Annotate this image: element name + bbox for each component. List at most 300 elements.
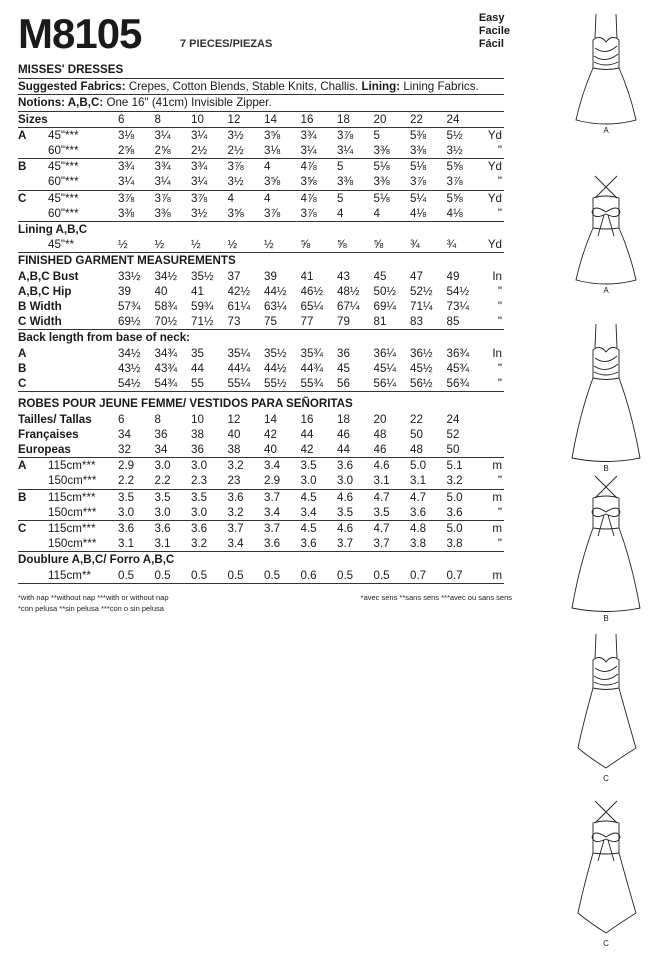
size-label: Europeas	[18, 442, 118, 458]
yardage-value: 5.0	[446, 490, 463, 504]
measurement-value: 65¼	[300, 299, 324, 313]
yardage-row	[18, 489, 504, 505]
measurement-label: C	[18, 376, 118, 392]
view-sketch	[560, 318, 652, 473]
yardage-value: 4	[337, 206, 374, 222]
unit-cell: Yd	[487, 191, 502, 205]
measurement-value: 44½	[264, 284, 287, 298]
dress-sketch-a-back	[560, 168, 652, 318]
header	[18, 10, 510, 58]
yardage-value: 3¼	[154, 128, 171, 142]
dress-sketch-b-back	[560, 468, 652, 618]
yardage-value: 5⅝	[446, 191, 463, 205]
view-label	[18, 505, 36, 521]
measurement-row	[18, 314, 504, 330]
fabrics-label: Suggested Fabrics:	[18, 79, 126, 93]
yardage-value: 3¼	[301, 143, 338, 159]
measurement-value: 46½	[300, 284, 324, 298]
measurement-value: 34¾	[154, 346, 178, 360]
size-value: 22	[410, 412, 423, 426]
yardage-value: 3¾	[118, 160, 135, 174]
dress-sketch-c-back	[560, 793, 652, 943]
lining-title-row	[18, 552, 504, 568]
yardage-value: 3.5	[154, 490, 171, 504]
fabric-width: 115cm**	[36, 568, 118, 584]
unit-cell: In	[492, 269, 502, 283]
measurement-value: 52½	[410, 284, 433, 298]
measurement-label: B	[18, 361, 27, 375]
yardage-value: ⅝	[301, 237, 338, 253]
yardage-value: ½	[118, 237, 155, 253]
yardage-row	[18, 190, 504, 206]
size-value: 16	[300, 412, 314, 426]
measurement-value: 41	[191, 284, 204, 298]
yardage-value: 4.8	[410, 522, 427, 536]
yardage-value: 3¼	[155, 174, 192, 190]
measurement-value: 57¾	[118, 299, 141, 313]
yardage-value: 3.7	[227, 522, 244, 536]
measurement-value: 45¾	[446, 361, 470, 375]
size-value: 52	[446, 427, 460, 441]
yardage-value: 2.9	[118, 459, 135, 473]
size-value: 8	[154, 412, 161, 426]
unit-cell: m	[483, 568, 504, 584]
size-value: 38	[191, 427, 204, 441]
yardage-value: 3.2	[191, 536, 228, 552]
lining-title: Doublure A,B,C/ Forro A,B,C	[18, 553, 175, 567]
yardage-value: 5⅛	[410, 160, 427, 174]
yardage-value: 3⅞	[447, 174, 484, 190]
size-value: 34	[155, 442, 192, 458]
yardage-value: 3⅛	[264, 143, 301, 159]
yardage-value: 3⅞	[410, 174, 447, 190]
difficulty-fr: Facile	[478, 25, 510, 37]
unit-cell: "	[483, 473, 504, 489]
yardage-value: 4.6	[337, 490, 354, 504]
english-yardage-table	[18, 112, 504, 393]
size-value: 6	[118, 412, 125, 426]
measurement-value: 35½	[191, 269, 214, 283]
piece-count: 7 PIECES/PIEZAS	[180, 38, 273, 50]
size-header: 8	[155, 112, 192, 128]
footnote-english: *with nap **without nap ***with or without nap	[18, 592, 169, 602]
yardage-value: 4⅞	[300, 191, 317, 205]
fabric-width: 60"***	[36, 206, 118, 222]
yardage-value: 3.0	[191, 505, 228, 521]
unit-cell	[483, 427, 504, 442]
measurement-value: 44	[191, 361, 204, 375]
measurement-value: 34½	[154, 269, 178, 283]
yardage-value: 3¼	[191, 128, 208, 142]
measurement-value: 43½	[118, 361, 141, 375]
measurement-value: 40	[154, 284, 168, 298]
footnote-french: *avec sens **sans sens ***avec ou sans sens	[360, 592, 512, 602]
measurement-value: 55¾	[301, 376, 338, 392]
size-value: 46	[374, 442, 411, 458]
yardage-value: 3.6	[191, 522, 208, 536]
measurement-label: C Width	[18, 314, 118, 330]
yardage-value: 3.0	[154, 459, 171, 473]
yardage-value: 3⅜	[118, 206, 155, 222]
unit-cell: "	[497, 361, 502, 375]
yardage-value: 3.0	[301, 473, 338, 489]
size-value: 40	[227, 427, 241, 441]
yardage-value: 2½	[191, 143, 228, 159]
difficulty-es: Fácil	[478, 38, 504, 50]
yardage-value: 3.6	[264, 536, 301, 552]
measurement-value: 37	[227, 269, 241, 283]
view-label	[18, 473, 36, 489]
view-sketch	[560, 793, 652, 948]
unit-cell: m	[492, 522, 502, 536]
yardage-value: 3½	[191, 206, 228, 222]
view-label: A	[603, 126, 609, 135]
yardage-value: 3.1	[374, 473, 411, 489]
sizes-row	[18, 112, 504, 128]
yardage-value: 3⅜	[410, 143, 447, 159]
measurement-value: 42½	[227, 284, 251, 298]
yardage-row	[18, 458, 504, 474]
size-value: 32	[118, 442, 155, 458]
yardage-value: 3.7	[264, 522, 281, 536]
yardage-value: 3.0	[191, 459, 208, 473]
yardage-value: 3.7	[264, 490, 281, 504]
yardage-value: 4.5	[300, 522, 317, 536]
view-sketches	[560, 8, 652, 980]
dress-sketch-a-front	[560, 8, 652, 158]
yardage-value: 3.5	[191, 490, 208, 504]
yardage-value: 5	[373, 128, 380, 142]
measurement-value: 69¼	[373, 299, 397, 313]
fabric-width: 150cm***	[36, 473, 118, 489]
yardage-value: 23	[228, 473, 265, 489]
measurement-value: 71¼	[410, 299, 433, 313]
yardage-row	[18, 505, 504, 521]
difficulty-rating	[479, 12, 510, 51]
yardage-value: 3.6	[337, 459, 354, 473]
yardage-value: 3.4	[301, 505, 338, 521]
size-header: 12	[228, 112, 265, 128]
measurement-value: 59¾	[191, 299, 214, 313]
yardage-row	[18, 473, 504, 489]
pattern-number: M8105	[18, 10, 142, 57]
yardage-value: 4⅛	[447, 206, 484, 222]
yardage-value: 3.7	[337, 536, 374, 552]
yardage-value: 3.4	[264, 459, 281, 473]
measurement-value: 77	[301, 314, 338, 330]
yardage-row	[18, 206, 504, 222]
fabric-width: 45"***	[48, 128, 79, 142]
size-header: 16	[301, 112, 338, 128]
yardage-value: 3.6	[154, 522, 171, 536]
measurement-value: 36¼	[373, 346, 397, 360]
measurement-label: B Width	[18, 299, 62, 313]
yardage-value: 5⅝	[446, 160, 463, 174]
yardage-value: 3¼	[337, 143, 374, 159]
yardage-value: 3⅞	[337, 128, 354, 142]
yardage-value: 3.6	[118, 522, 135, 536]
yardage-value: 5⅛	[373, 160, 390, 174]
size-value: 50	[447, 442, 484, 458]
unit-cell: "	[483, 314, 504, 330]
view-sketch	[560, 168, 652, 318]
measurement-value: 56	[337, 376, 374, 392]
yardage-value: 3⅜	[155, 206, 192, 222]
unit-cell: "	[497, 284, 502, 298]
measurement-row	[18, 284, 504, 299]
yardage-value: 3.1	[410, 473, 447, 489]
yardage-value: ⅝	[374, 237, 411, 253]
yardage-value: 5.0	[410, 459, 427, 473]
yardage-value: 3¾	[154, 160, 171, 174]
view-label	[18, 143, 36, 159]
view-label: B	[603, 464, 609, 473]
yardage-value: 3¾	[300, 128, 317, 142]
yardage-value: 4.7	[373, 490, 390, 504]
size-header: 10	[191, 112, 228, 128]
yardage-value: 0.5	[374, 568, 411, 584]
size-row	[18, 412, 504, 427]
yardage-row	[18, 143, 504, 159]
measurement-value: 61¼	[227, 299, 251, 313]
yardage-row	[18, 174, 504, 190]
measurement-value: 35¼	[227, 346, 251, 360]
measurement-value: 45	[373, 269, 387, 283]
size-value: 44	[337, 442, 374, 458]
yardage-value: 0.5	[228, 568, 265, 584]
measurement-value: 33½	[118, 269, 141, 283]
yardage-value: 3.6	[410, 505, 447, 521]
yardage-value: 3⅞	[191, 191, 208, 205]
unit-cell: "	[497, 299, 502, 313]
unit-cell: "	[483, 143, 504, 159]
unit-cell: Yd	[487, 160, 502, 174]
size-value: 40	[264, 442, 301, 458]
size-value: 42	[301, 442, 338, 458]
yardage-value: ¾	[410, 237, 447, 253]
yardage-value: 5½	[446, 128, 463, 142]
footnote-spanish: *con pelusa **sin pelusa ***con o sin pelusa	[18, 603, 164, 613]
yardage-value: 5.0	[446, 522, 463, 536]
page-title: MISSES' DRESSES	[18, 62, 504, 79]
yardage-value: 5	[337, 160, 344, 174]
yardage-row	[18, 159, 504, 175]
metric-title: ROBES POUR JEUNE FEMME/ VESTIDOS PARA SEÑORITAS	[18, 397, 353, 411]
yardage-value: 3⅞	[154, 191, 171, 205]
measurement-value: 35	[191, 346, 204, 360]
yardage-value: 4	[264, 191, 271, 205]
size-row	[18, 442, 504, 458]
measurement-value: 41	[300, 269, 314, 283]
yardage-value: 2.2	[155, 473, 192, 489]
notions	[18, 95, 504, 112]
unit-cell: "	[483, 536, 504, 552]
fabric-width: 115cm***	[48, 490, 96, 504]
measurement-value: 45¼	[373, 361, 397, 375]
measurement-value: 73	[228, 314, 265, 330]
yardage-value: 3¼	[118, 174, 155, 190]
yardage-value: 3⅞	[118, 191, 135, 205]
yardage-value: 3.1	[155, 536, 192, 552]
yardage-value: 3⅞	[227, 160, 244, 174]
size-value: 34	[118, 427, 131, 441]
view-label	[18, 568, 36, 584]
measurement-value: 44¾	[300, 361, 324, 375]
measurement-value: 43¾	[154, 361, 178, 375]
yardage-value: 3⅞	[301, 206, 338, 222]
measurement-row	[18, 269, 504, 284]
size-value: 36	[154, 427, 168, 441]
yardage-value: 3.4	[228, 536, 265, 552]
size-header: 24	[447, 112, 484, 128]
measurement-value: 54½	[446, 284, 470, 298]
measurement-value: 81	[374, 314, 411, 330]
view-label	[18, 206, 36, 222]
lining-row	[18, 568, 504, 584]
view-label: C	[18, 191, 27, 205]
yardage-value: ½	[264, 237, 301, 253]
back-length-title: Back length from base of neck:	[18, 331, 191, 345]
yardage-value: 4	[264, 160, 271, 174]
yardage-value: 4	[227, 191, 234, 205]
yardage-value: 3.5	[300, 459, 317, 473]
fabric-width: 45"***	[48, 160, 79, 174]
measurement-value: 36¾	[446, 346, 470, 360]
yardage-value: 3.6	[227, 490, 244, 504]
yardage-value: 0.5	[191, 568, 228, 584]
yardage-row	[18, 521, 504, 537]
view-label: A	[603, 286, 609, 295]
size-value: 48	[373, 427, 387, 441]
measurement-value: 39	[264, 269, 277, 283]
yardage-value: 3⅞	[264, 206, 301, 222]
measurement-value: 44½	[264, 361, 287, 375]
measurement-value: 34½	[118, 346, 141, 360]
fabric-width: 150cm***	[36, 536, 118, 552]
size-value: 36	[191, 442, 228, 458]
fabric-width: 115cm***	[48, 459, 96, 473]
measurement-value: 79	[337, 314, 374, 330]
dress-sketch-b-front	[560, 318, 652, 468]
yardage-value: 3.5	[374, 505, 411, 521]
measurement-value: 85	[447, 314, 484, 330]
measurement-value: 75	[264, 314, 301, 330]
size-value: 10	[191, 412, 204, 426]
yardage-value: 3.7	[374, 536, 411, 552]
yardage-value: 2.9	[264, 473, 301, 489]
yardage-value: 4.6	[373, 459, 390, 473]
size-row	[18, 427, 504, 442]
metric-yardage-table	[18, 412, 504, 584]
yardage-value: 3⅝	[228, 206, 265, 222]
yardage-value: 3.5	[337, 505, 374, 521]
size-value: 42	[264, 427, 277, 441]
fabric-width: 45"***	[48, 191, 79, 205]
fabric-width: 115cm***	[48, 522, 96, 536]
size-value: 18	[337, 412, 350, 426]
measurement-label: A,B,C Bust	[18, 269, 79, 283]
yardage-value: 0.5	[155, 568, 192, 584]
yardage-value: 3.1	[118, 536, 155, 552]
yardage-value: 3.2	[227, 459, 244, 473]
size-label: Tailles/ Tallas	[18, 412, 92, 426]
measurement-value: 55	[191, 376, 228, 392]
size-header: 20	[374, 112, 411, 128]
back-length-title-row	[18, 330, 504, 346]
yardage-value: 3.8	[447, 536, 484, 552]
measurement-value: 55½	[264, 376, 301, 392]
measurement-label: A,B,C Hip	[18, 284, 72, 298]
finished-title: FINISHED GARMENT MEASUREMENTS	[18, 254, 236, 268]
yardage-value: 4⅛	[410, 206, 447, 222]
yardage-value: 2⅝	[155, 143, 192, 159]
yardage-value: 5	[337, 191, 344, 205]
measurement-value: 67¼	[337, 299, 360, 313]
dress-sketch-c-front	[560, 628, 652, 778]
view-label	[18, 237, 36, 253]
unit-cell	[483, 112, 504, 128]
view-label	[18, 174, 36, 190]
measurement-row	[18, 299, 504, 314]
view-label: B	[18, 490, 27, 504]
measurement-value: 55¼	[228, 376, 265, 392]
measurement-value: 54½	[118, 376, 155, 392]
measurement-value: 69½	[118, 314, 155, 330]
unit-cell	[483, 412, 504, 427]
yardage-value: 3⅜	[374, 143, 411, 159]
size-value: 24	[446, 412, 460, 426]
yardage-value: 5⅛	[373, 191, 390, 205]
yardage-value: ½	[228, 237, 265, 253]
view-label	[18, 536, 36, 552]
view-label: B	[603, 614, 609, 623]
size-value: 46	[337, 427, 350, 441]
yardage-value: 0.6	[301, 568, 338, 584]
unit-cell: Yd	[483, 237, 504, 253]
view-sketch	[560, 628, 652, 783]
size-header: 6	[118, 112, 155, 128]
yardage-value: 3.0	[337, 473, 374, 489]
yardage-value: 3.6	[301, 536, 338, 552]
size-header: 14	[264, 112, 301, 128]
view-label: C	[603, 939, 609, 948]
measurement-value: 83	[410, 314, 447, 330]
unit-cell: In	[492, 346, 502, 360]
yardage-value: 3⅜	[374, 174, 411, 190]
sizes-label: Sizes	[18, 112, 118, 128]
yardage-value: 3.2	[228, 505, 265, 521]
measurement-value: 35¾	[300, 346, 324, 360]
measurement-value: 39	[118, 284, 131, 298]
view-label: C	[603, 774, 609, 783]
yardage-value: 3.0	[155, 505, 192, 521]
yardage-value: 2½	[228, 143, 265, 159]
size-value: 38	[228, 442, 265, 458]
footnotes	[18, 592, 512, 614]
yardage-value: ½	[191, 237, 228, 253]
yardage-value: 3⅝	[264, 128, 281, 142]
fabric-width: 60"***	[36, 143, 118, 159]
fabric-width: 45"**	[36, 237, 118, 253]
view-sketch	[560, 8, 652, 158]
yardage-value: 3⅝	[264, 174, 301, 190]
yardage-value: 3½	[227, 128, 244, 142]
measurement-value: 36	[337, 346, 350, 360]
yardage-value: 2⅝	[118, 143, 155, 159]
yardage-value: 4.7	[410, 490, 427, 504]
unit-cell: "	[483, 174, 504, 190]
measurement-value: 56¼	[374, 376, 411, 392]
